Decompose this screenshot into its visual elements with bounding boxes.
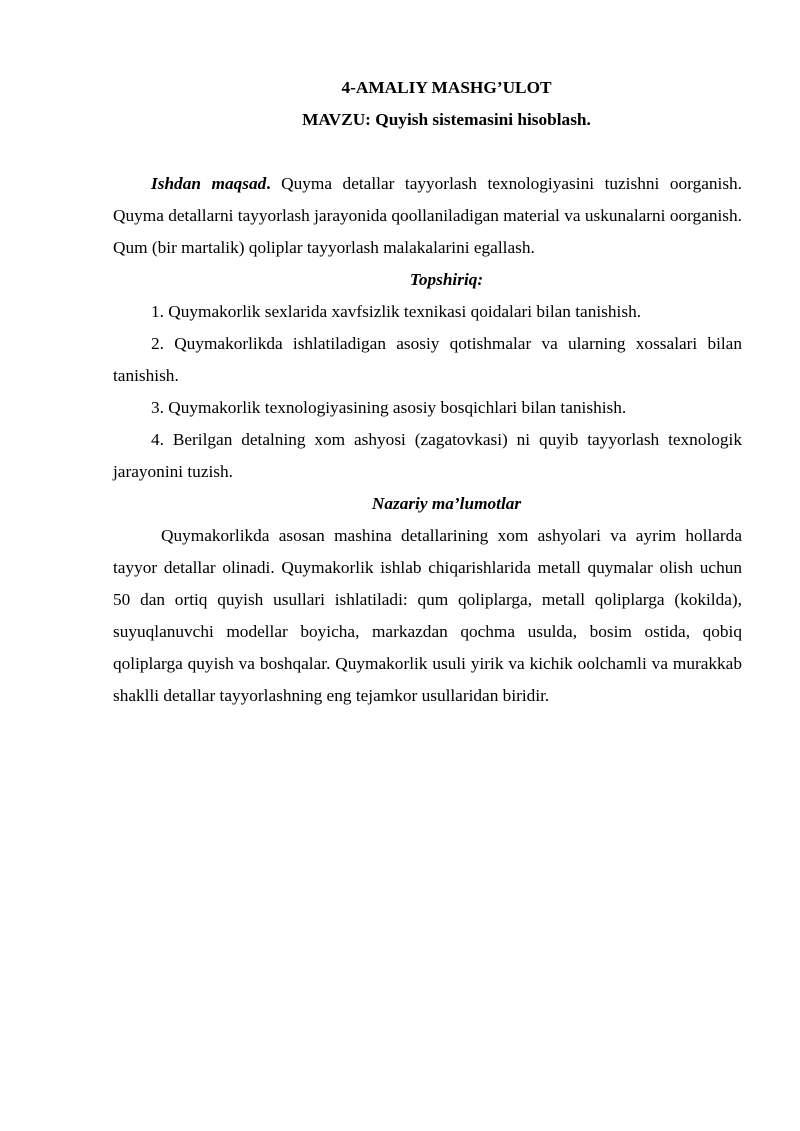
theory-heading: Nazariy ma’lumotlar (371, 494, 522, 513)
blank-line (113, 136, 742, 168)
task-item-text: Berilgan detalning xom ashyosi (zagatovkasi) ni quyib tayyorlash texnologik jarayonini tuzish. (113, 430, 742, 481)
task-item-3 (113, 392, 742, 424)
theory-paragraph: Quymakorlikda asosan mashina detallarining xom ashyolari va ayrim hollarda tayyor detallar olinadi. Quymakorlik ishlab chiqarishlarida metall quymalar olish uchun 50 dan ortiq quyish usullari ishlatiladi: qum qoliplarga, metall qoliplarga (kokilda), suyuqlanuvchi modellar boyicha, markazdan qochma usulda, bosim ostida, qobiq qoliplarga quyish va boshqalar. Quymakorlik usuli yirik va kichik oolchamli va murakkab shaklli detallar tayyorlashning eng tejamkor usullaridan biridir. (113, 526, 742, 705)
task-item-text: Quymakorlikda ishlatiladigan asosiy qotishmalar va ularning xossalari bilan tanishish. (113, 334, 742, 385)
document-title: 4-AMALIY MASHG’ULOT (341, 78, 552, 97)
task-item-number: 3. (151, 398, 164, 417)
task-item-text: Quymakorlik texnologiyasining asosiy bosqichlari bilan tanishish. (168, 398, 627, 417)
task-item-1 (113, 296, 742, 328)
task-item-2 (113, 328, 742, 392)
task-item-number: 1. (151, 302, 164, 321)
task-item-text: Quymakorlik sexlarida xavfsizlik texnikasi qoidalari bilan tanishish. (168, 302, 642, 321)
purpose-paragraph (113, 168, 742, 264)
task-heading: Topshiriq: (409, 270, 484, 289)
task-item-number: 2. (151, 334, 164, 353)
task-item-4 (113, 424, 742, 488)
purpose-text: Quyma detallar tayyorlash texnologiyasini tuzishni oorganish. Quyma detallarni tayyorlash jarayonida qoollaniladigan material va uskunalarni oorganish. Qum (bir martalik) qoliplar tayyorlash malakalarini egallash. (113, 174, 743, 257)
purpose-lead-punct: . (266, 174, 271, 193)
purpose-lead: Ishdan maqsad (151, 174, 267, 193)
document-subtitle: MAVZU: Quyish sistemasini hisoblash. (302, 110, 591, 129)
task-item-number: 4. (151, 430, 164, 449)
document-page (113, 72, 742, 712)
